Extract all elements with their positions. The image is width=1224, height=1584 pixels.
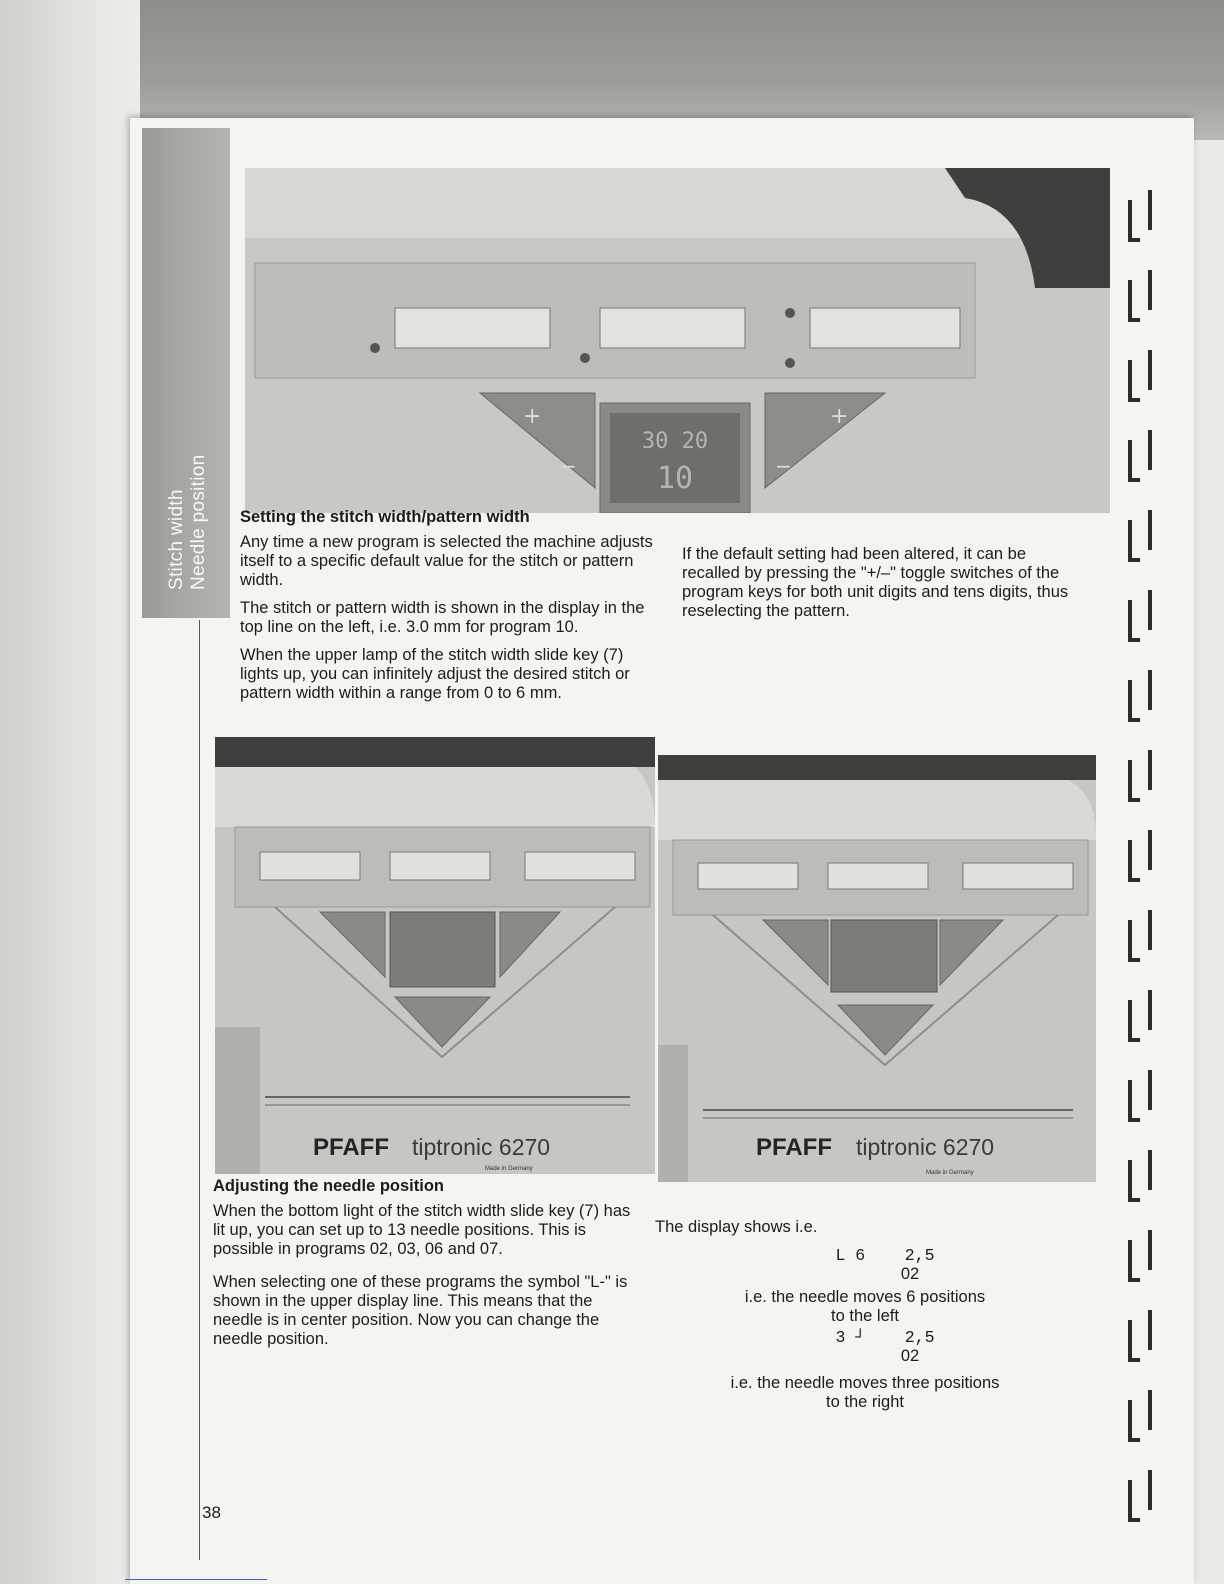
top-photo-control-panel: [245, 168, 1110, 513]
section1-right-paragraph: If the default setting had been altered, it can be recalled by pressing the "+/–" toggle switches of the program keys for both unit digits and tens digits, thus reselecting the pattern.: [682, 545, 1069, 620]
section2-heading: Adjusting the needle position: [213, 1177, 444, 1195]
minus-key-right: −: [775, 454, 792, 478]
spiral-binding: [1100, 180, 1190, 1540]
example2-line1: 3 ┘ 2,5: [835, 1328, 935, 1347]
minus-key-left: −: [560, 454, 577, 478]
example2-caption2: to the right: [826, 1393, 904, 1411]
example1-caption1: i.e. the needle moves 6 positions: [744, 1288, 986, 1306]
plus-key-right: +: [830, 404, 849, 429]
column-divider: [199, 620, 200, 1560]
section2-right-column: [655, 1218, 1075, 1412]
section1-right-column: [682, 545, 1087, 630]
photo-right-made-in: Made in Germany: [926, 1170, 974, 1176]
plus-key-left: +: [523, 404, 542, 429]
example1-caption2: to the left: [831, 1307, 899, 1325]
example1-line1: L 6 2,5: [835, 1246, 935, 1265]
photo-right-brand: PFAFF: [756, 1134, 832, 1161]
section1-paragraph-3: When the upper lamp of the stitch width slide key (7) lights up, you can infinitely adjust the desired stitch or pattern width within a range from 0 to 6 mm.: [240, 646, 630, 702]
display-examples: [655, 1246, 1075, 1412]
side-tab-line2: Needle position: [188, 454, 209, 590]
scan-background-left: [0, 0, 140, 1584]
photo-right-machine: [658, 755, 1096, 1182]
display-intro: The display shows i.e.: [655, 1218, 818, 1236]
section1-heading: Setting the stitch width/pattern width: [240, 508, 530, 526]
section2-paragraph-1: When the bottom light of the stitch width slide key (7) has lit up, you can set up to 13 needle positions. This is possible in programs 02, 03, 06 and 07.: [213, 1202, 631, 1258]
photo-left-brand: PFAFF: [313, 1134, 389, 1161]
example2-line2: 02: [900, 1347, 920, 1365]
photo-left-machine: [215, 737, 655, 1174]
example1-line2: 02: [900, 1265, 920, 1283]
top-display-top: 30 20: [641, 429, 709, 454]
side-tab: [142, 128, 230, 618]
top-display-bottom: 10: [656, 461, 694, 496]
photo-right-model: tiptronic 6270: [856, 1134, 995, 1160]
section2-left-column: [213, 1177, 633, 1358]
section1-left-column: [240, 508, 665, 712]
section1-paragraph-2: The stitch or pattern width is shown in the display in the top line on the left, i.e. 3.0 mm for program 10.: [240, 599, 645, 636]
page-number: 38: [202, 1503, 221, 1522]
photo-left-made-in: Made in Germany: [485, 1166, 533, 1172]
side-tab-line1: Stitch width: [166, 489, 187, 590]
section2-paragraph-2: When selecting one of these programs the symbol "L-" is shown in the upper display line. This means that the needle is in center position. Now you can change the needle position.: [213, 1273, 628, 1348]
example2-caption1: i.e. the needle moves three positions: [730, 1374, 1000, 1392]
bottom-link-rule: [125, 1579, 267, 1580]
photo-left-model: tiptronic 6270: [412, 1134, 551, 1160]
section1-paragraph-1: Any time a new program is selected the machine adjusts itself to a specific default value for the stitch or pattern width.: [240, 533, 653, 589]
